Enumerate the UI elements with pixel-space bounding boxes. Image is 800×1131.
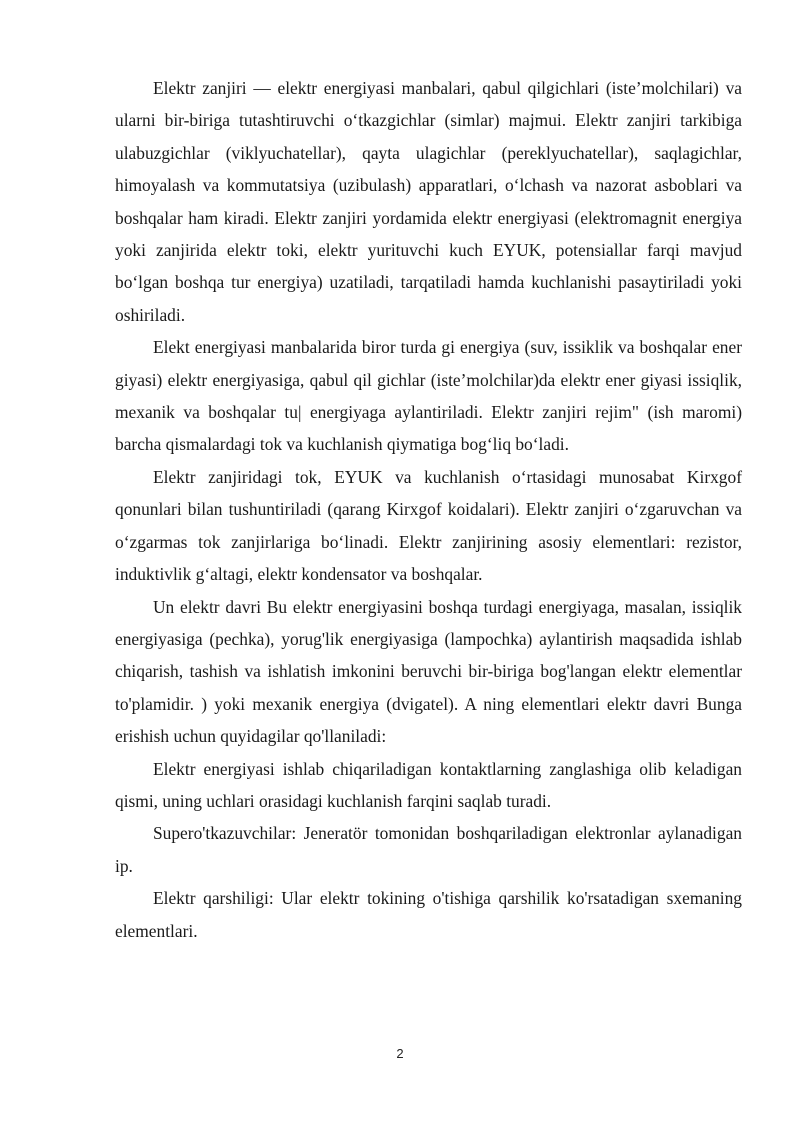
paragraph-conductors: Supero'tkazuvchilar: Jeneratör tomonidan boshqariladigan elektronlar aylanadigan ip. bbox=[115, 823, 742, 876]
paragraph-kirchhoff-laws: Elektr zanjiridagi tok, EYUK va kuchlanish oʻrtasidagi munosabat Kirxgof qonunlari bilan tushuntiriladi (qarang Kirxgof koidalari). Elektr zanjiri oʻzgaruvchan va oʻzgarmas tok zanjirlariga boʻlinadi. Elektr zanjirining asosiy elementlari: rezistor, induktivlik gʻaltagi, elektr kondensator va boshqalar. bbox=[115, 466, 742, 585]
page-number: 2 bbox=[396, 1046, 404, 1061]
document-body bbox=[115, 72, 742, 947]
paragraph-electric-circuit-definition: Elektr zanjiri — elektr energiyasi manbalari, qabul qilgichlari (iste’molchilari) va ularni bir-biriga tutashtiruvchi oʻtkazgichlar (simlar) majmui. Elektr zanjiri tarkibiga ulabuzgichlar (viklyuchatellar), qayta ulagichlar (pereklyuchatellar), saqlagichlar, himoyalash va kommutatsiya (uzibulash) apparatlari, oʻlchash va nazorat asboblari va boshqalar ham kiradi. Elektr zanjiri yordamida elektr energiyasi (elektromagnit energiya yoki zanjirida elektr toki, elektr yurituvchi kuch EYUK, potensiallar farqi mavjud boʻlgan boshqa tur energiya) uzatiladi, tarqatiladi hamda kuchlanishi pasaytiriladi yoki oshiriladi. bbox=[115, 78, 742, 325]
paragraph-electric-circuit-elements: Un elektr davri Bu elektr energiyasini boshqa turdagi energiyaga, masalan, issiqlik energiyasiga (pechka), yorug'lik energiyasiga (lampochka) aylantirish maqsadida ishlab chiqarish, tashish va ishlatish imkonini beruvchi bir-biriga bog'langan elektr elementlar to'plamidir. ) yoki mexanik energiya (dvigatel). A ning elementlari elektr davri Bunga erishish uchun quyidagilar qo'llaniladi: bbox=[115, 596, 742, 747]
paragraph-energy-generation-part: Elektr energiyasi ishlab chiqariladigan kontaktlarning zanglashiga olib keladigan qismi, uning uchlari orasidagi kuchlanish farqini saqlab turadi. bbox=[115, 758, 742, 811]
paragraph-electric-resistance: Elektr qarshiligi: Ular elektr tokining o'tishiga qarshilik ko'rsatadigan sxemaning elementlari. bbox=[115, 888, 742, 941]
paragraph-energy-sources: Elekt energiyasi manbalarida biror turda gi energiya (suv, issiklik va boshqalar ener giyasi) elektr energiyasiga, qabul qil gichlar (iste’molchilar)da elektr ener giyasi issiqlik, mexanik va boshqalar tu| energiyaga aylantiriladi. Elektr zanjiri rejim" (ish maromi) barcha qismalardagi tok va kuchlanish qiymatiga bogʻliq boʻladi. bbox=[115, 337, 742, 455]
